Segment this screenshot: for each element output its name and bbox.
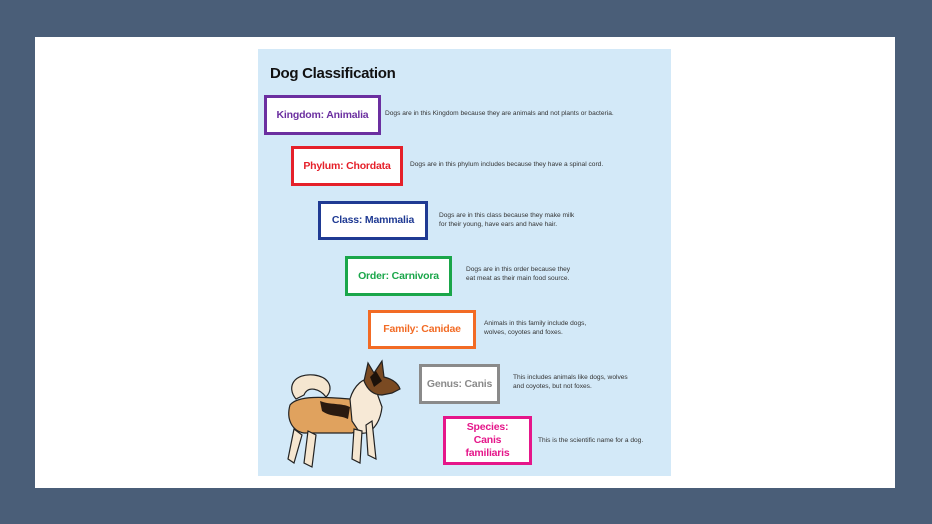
order-label: Order: Carnivora [358, 269, 439, 282]
genus-description: This includes animals like dogs, wolves and coyotes, but not foxes. [513, 374, 628, 390]
kingdom-description: Dogs are in this Kingdom because they are animals and not plants or bacteria. [385, 110, 614, 117]
species-description: This is the scientific name for a dog. [538, 437, 644, 444]
species-box [443, 416, 532, 465]
order-description: Dogs are in this order because they eat meat as their main food source. [466, 266, 571, 282]
phylum-description: Dogs are in this phylum includes because they have a spinal cord. [410, 161, 604, 168]
phylum-label: Phylum: Chordata [303, 159, 391, 172]
classification-poster [258, 49, 671, 476]
family-description: Animals in this family include dogs, wolves, coyotes and foxes. [484, 320, 587, 336]
class-box [318, 201, 428, 240]
species-label: Species: Canis familiaris [465, 421, 510, 459]
genus-label: Genus: Canis [426, 377, 493, 390]
dog-illustration [264, 359, 410, 471]
family-label: Family: Canidae [383, 323, 461, 335]
class-label: Class: Mammalia [331, 214, 415, 226]
class-description: Dogs are in this class because they make milk for their young, have ears and have hair. [439, 212, 575, 228]
kingdom-label: Kingdom: Animalia [276, 108, 369, 121]
family-box [368, 310, 476, 349]
kingdom-box [264, 95, 381, 135]
genus-box [419, 364, 500, 404]
order-box [345, 256, 452, 296]
poster-title: Dog Classification [270, 65, 396, 82]
phylum-box [291, 146, 403, 186]
